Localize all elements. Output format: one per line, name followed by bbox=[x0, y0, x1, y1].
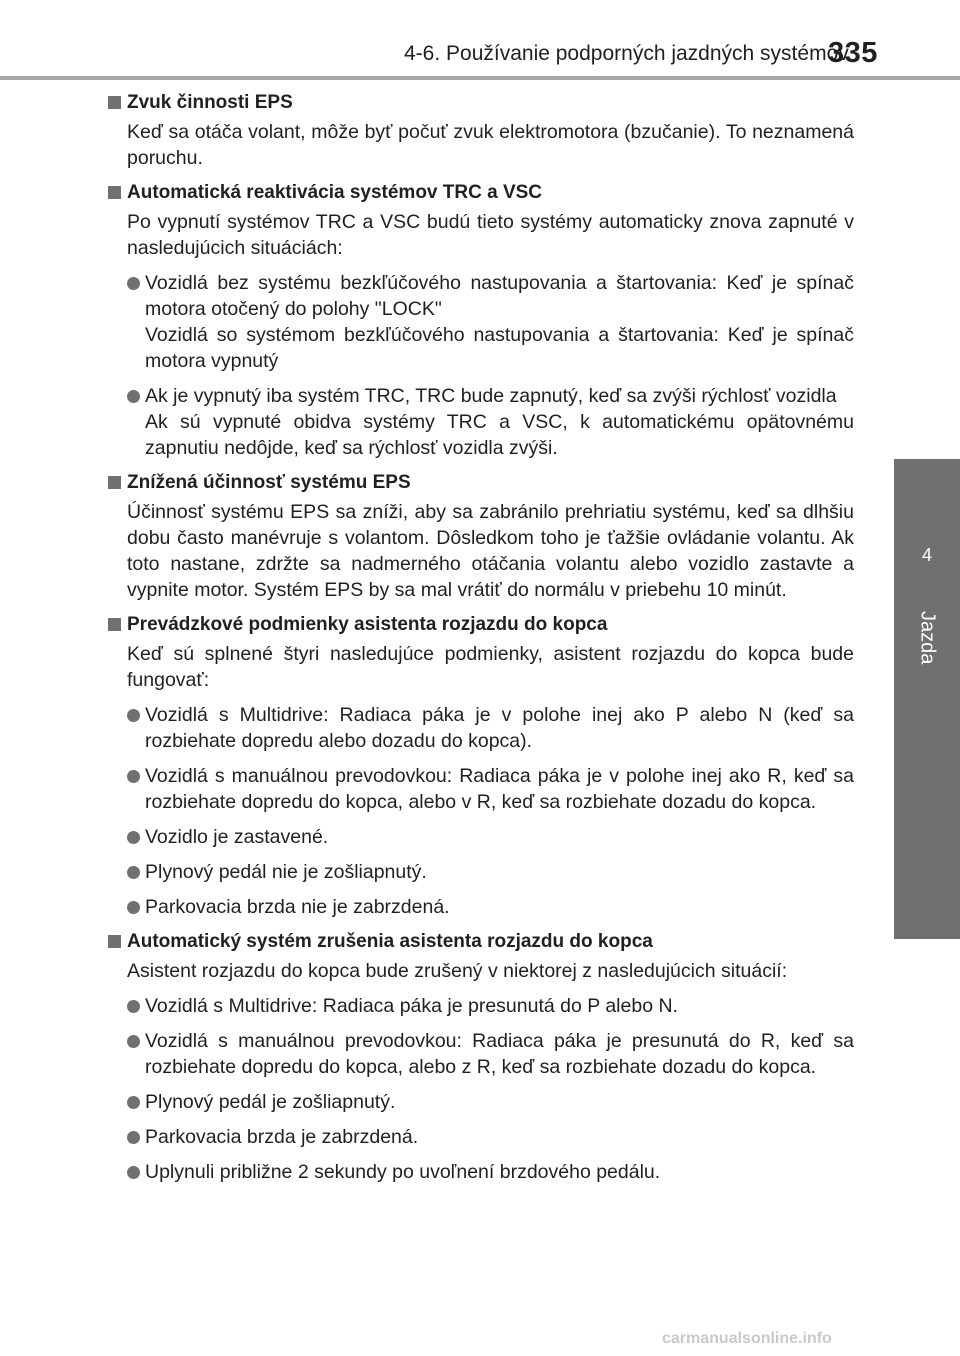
round-bullet-icon bbox=[127, 831, 140, 844]
round-bullet-icon bbox=[127, 277, 140, 290]
heading-text: Prevádzkové podmienky asistenta rozjazdu do kopca bbox=[127, 614, 608, 635]
list-item-text: Plynový pedál je zošliapnutý. bbox=[145, 1091, 396, 1113]
paragraph: Asistent rozjazdu do kopca bude zrušený v niektorej z nasledujúcich situácií: bbox=[127, 960, 788, 982]
chapter-number: 4 bbox=[921, 545, 932, 565]
page-content bbox=[108, 90, 854, 1194]
round-bullet-icon bbox=[127, 770, 140, 783]
section-hill-start-conditions bbox=[108, 612, 854, 920]
list-item-text: Vozidlá s Multidrive: Radiaca páka je presunutá do P alebo N. bbox=[145, 995, 678, 1017]
section-eps-sound bbox=[108, 90, 854, 171]
list-item-text: Vozidlá s manuálnou prevodovkou: Radiaca páka je v polohe inej ako R, keď sa rozbiehate dopredu do kopca, alebo v R, keď sa rozbiehate dozadu do kopca. bbox=[145, 765, 854, 813]
section-hill-start-cancel bbox=[108, 929, 854, 1185]
chapter-tab bbox=[894, 459, 960, 939]
list-item-text: Vozidlá bez systému bezkľúčového nastupovania a štartovania: Keď je spínač motora otočený do polohy "LOCK" bbox=[145, 272, 854, 320]
list-item bbox=[108, 894, 854, 920]
section-heading bbox=[108, 929, 854, 955]
list-item-text: Ak je vypnutý iba systém TRC, TRC bude zapnutý, keď sa zvýši rýchlosť vozidla bbox=[145, 385, 837, 407]
section-heading bbox=[108, 612, 854, 638]
list-item bbox=[108, 270, 854, 374]
round-bullet-icon bbox=[127, 709, 140, 722]
heading-text: Automatický systém zrušenia asistenta rozjazdu do kopca bbox=[127, 931, 653, 952]
square-bullet-icon bbox=[108, 935, 121, 948]
square-bullet-icon bbox=[108, 476, 121, 489]
section-eps-reduced bbox=[108, 470, 854, 603]
list-item bbox=[108, 763, 854, 815]
list-item-text: Vozidlo je zastavené. bbox=[145, 826, 329, 848]
round-bullet-icon bbox=[127, 1131, 140, 1144]
round-bullet-icon bbox=[127, 1166, 140, 1179]
round-bullet-icon bbox=[127, 866, 140, 879]
heading-text: Zvuk činnosti EPS bbox=[127, 92, 293, 113]
list-item bbox=[108, 1124, 854, 1150]
section-heading bbox=[108, 90, 854, 116]
page-number: 335 bbox=[828, 37, 878, 69]
square-bullet-icon bbox=[108, 618, 121, 631]
list-item bbox=[108, 1028, 854, 1080]
list-item bbox=[108, 1159, 854, 1185]
round-bullet-icon bbox=[127, 1000, 140, 1013]
paragraph: Keď sa otáča volant, môže byť počuť zvuk elektromotora (bzučanie). To neznamená poruchu. bbox=[127, 121, 854, 169]
list-item bbox=[108, 859, 854, 885]
list-item bbox=[108, 702, 854, 754]
list-item-text: Parkovacia brzda je zabrzdená. bbox=[145, 1126, 419, 1148]
list-item bbox=[108, 383, 854, 461]
list-item bbox=[108, 1089, 854, 1115]
round-bullet-icon bbox=[127, 901, 140, 914]
list-item-text: Vozidlá s Multidrive: Radiaca páka je v polohe inej ako P alebo N (keď sa rozbiehate dopredu alebo dozadu do kopca). bbox=[145, 704, 854, 752]
round-bullet-icon bbox=[127, 1096, 140, 1109]
square-bullet-icon bbox=[108, 96, 121, 109]
heading-text: Automatická reaktivácia systémov TRC a VSC bbox=[127, 182, 543, 203]
list-item-text: Plynový pedál nie je zošliapnutý. bbox=[145, 861, 427, 883]
list-item bbox=[108, 824, 854, 850]
square-bullet-icon bbox=[108, 186, 121, 199]
paragraph: Po vypnutí systémov TRC a VSC budú tieto systémy automaticky znova zapnuté v nasledujúcich situáciách: bbox=[127, 211, 854, 259]
paragraph: Keď sú splnené štyri nasledujúce podmienky, asistent rozjazdu do kopca bude fungovať: bbox=[127, 643, 854, 691]
section-title: 4-6. Používanie podporných jazdných systémov bbox=[404, 42, 849, 65]
list-item-text: Uplynuli približne 2 sekundy po uvoľnení brzdového pedálu. bbox=[145, 1161, 661, 1183]
watermark[interactable]: carmanualsonline.info bbox=[662, 1330, 832, 1347]
section-trc-vsc-reactivation bbox=[108, 180, 854, 461]
paragraph: Účinnosť systému EPS sa zníži, aby sa zabránilo prehriatiu systému, keď sa dlhšiu dobu často manévruje s volantom. Dôsledkom toho je ťažšie ovládanie volantu. Ak toto nastane, zdržte sa nadmerného otáčania volantu alebo vozidlo zastavte a vypnite motor. Systém EPS by sa mal vrátiť do normálu v priebehu 10 minút. bbox=[127, 501, 854, 601]
page-header bbox=[0, 0, 960, 80]
list-item-text: Parkovacia brzda nie je zabrzdená. bbox=[145, 896, 450, 918]
chapter-label: Jazda bbox=[916, 611, 939, 665]
round-bullet-icon bbox=[127, 1035, 140, 1048]
list-item-text: Vozidlá s manuálnou prevodovkou: Radiaca páka je presunutá do R, keď sa rozbiehate dopredu do kopca, alebo z R, keď sa rozbiehate dozadu do kopca. bbox=[145, 1030, 854, 1078]
section-heading bbox=[108, 470, 854, 496]
header-rule bbox=[0, 76, 960, 80]
list-item-text: Ak sú vypnuté obidva systémy TRC a VSC, k automatickému opätovnému zapnutiu nedôjde, keď sa rýchlosť vozidla zvýši. bbox=[145, 411, 854, 459]
list-item bbox=[108, 993, 854, 1019]
heading-text: Znížená účinnosť systému EPS bbox=[127, 472, 411, 493]
list-item-text: Vozidlá so systémom bezkľúčového nastupovania a štartovania: Keď je spínač motora vypnutý bbox=[145, 324, 854, 372]
section-heading bbox=[108, 180, 854, 206]
round-bullet-icon bbox=[127, 390, 140, 403]
